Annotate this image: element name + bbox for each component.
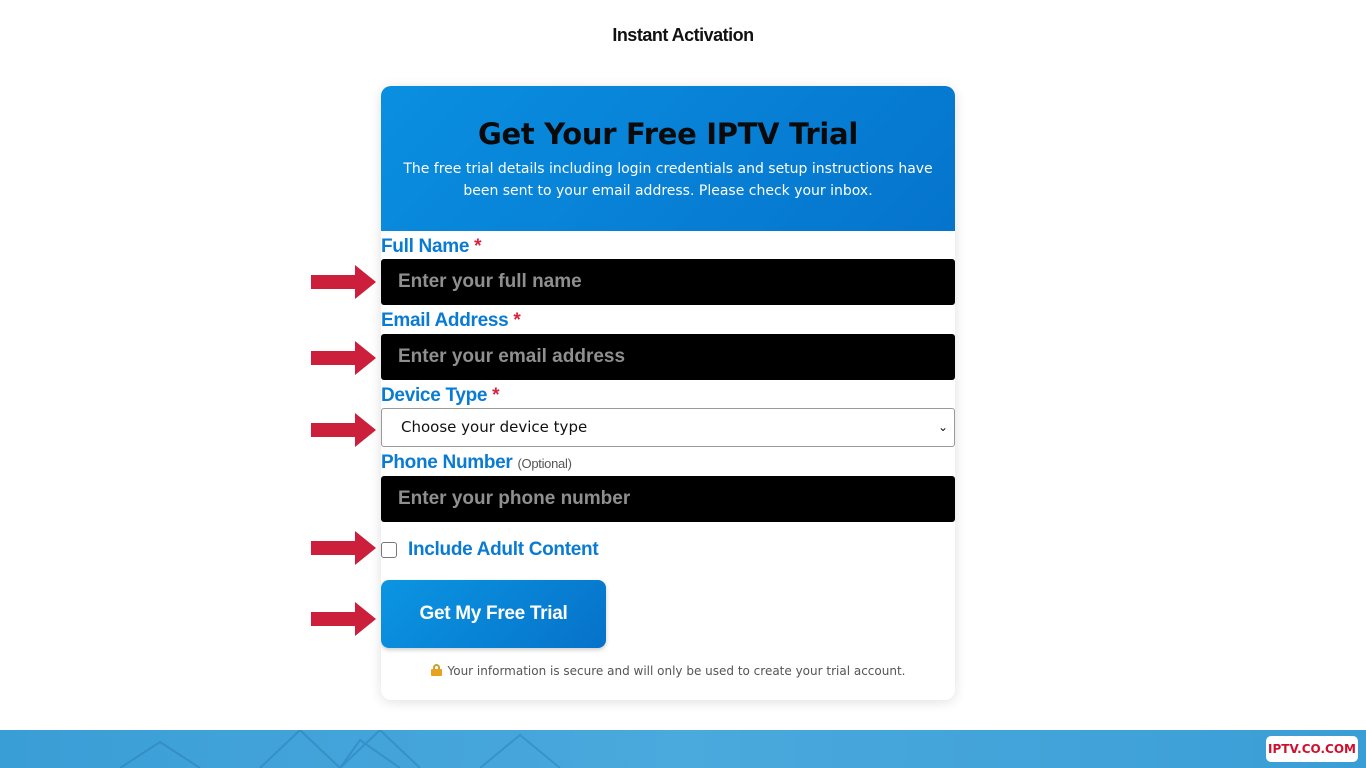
footer-pattern — [0, 730, 1366, 768]
card-heading: Get Your Free IPTV Trial — [478, 117, 858, 151]
secure-note: Your information is secure and will only be used to create your trial account. — [381, 664, 955, 678]
trial-form-card — [381, 86, 955, 700]
arrow-right-icon — [311, 602, 376, 636]
device-type-select[interactable] — [381, 408, 955, 447]
optional-note: (Optional) — [517, 456, 572, 471]
page-title: Instant Activation — [612, 25, 754, 45]
phone-input[interactable] — [381, 476, 955, 522]
device-type-selected: Choose your device type — [401, 418, 588, 436]
adult-content-label[interactable]: Include Adult Content — [408, 539, 599, 560]
chevron-down-icon: ⌄ — [937, 420, 948, 434]
get-free-trial-button[interactable]: Get My Free Trial — [381, 580, 606, 648]
adult-content-row — [381, 540, 598, 560]
brand-badge[interactable]: IPTV.CO.COM — [1266, 736, 1358, 762]
arrow-right-icon — [311, 531, 376, 565]
arrow-right-icon — [311, 413, 376, 447]
email-label: Email Address * — [381, 310, 521, 331]
adult-content-checkbox[interactable] — [381, 542, 397, 558]
full-name-input[interactable] — [381, 259, 955, 305]
card-description: The free trial details including login credentials and setup instructions have been sent to your email address. Please check your inbox. — [403, 161, 933, 199]
footer-band — [0, 730, 1366, 768]
lock-icon — [431, 664, 442, 676]
device-type-label: Device Type * — [381, 385, 500, 406]
arrow-right-icon — [311, 265, 376, 299]
phone-label: Phone Number (Optional) — [381, 452, 572, 473]
required-mark: * — [513, 310, 521, 331]
form-body — [381, 86, 955, 700]
required-mark: * — [474, 236, 482, 257]
email-input[interactable] — [381, 334, 955, 380]
arrow-right-icon — [311, 341, 376, 375]
full-name-label: Full Name * — [381, 236, 482, 257]
required-mark: * — [492, 385, 500, 406]
